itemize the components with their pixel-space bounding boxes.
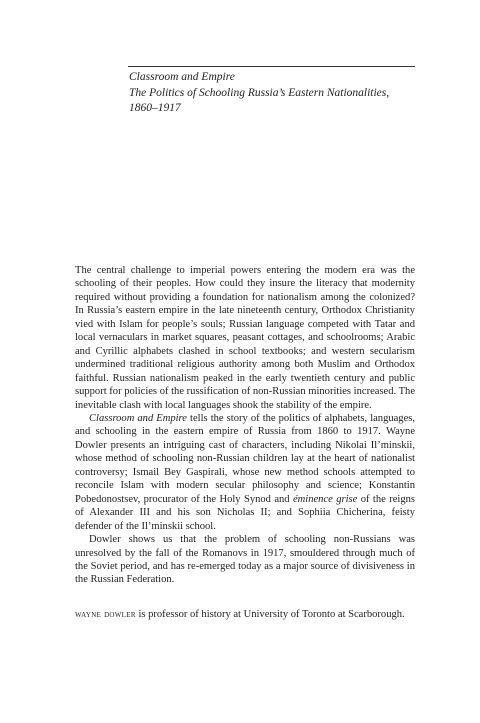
paragraph-2-text-b: of the reigns of Alexander III and his son Nicholas II; and Sophiia Chicherina, feisty defender of the Il’minskii school. xyxy=(75,493,415,532)
description-paragraph-2 xyxy=(75,412,415,533)
book-title-block xyxy=(129,70,419,117)
inline-italic-phrase: éminence grise xyxy=(292,493,358,505)
author-name: wayne dowler xyxy=(75,609,136,620)
book-subtitle-line-1: The Politics of Schooling Russia’s Eastern Nationalities, xyxy=(129,86,390,99)
author-bio-text: is professor of history at University of Toronto at Scarborough. xyxy=(135,609,405,620)
book-title: Classroom and Empire xyxy=(129,71,235,83)
description-paragraph-1: The central challenge to imperial powers entering the modern era was the schooling of their peoples. How could they insure the literacy that modernity required without providing a foundation for nationalism among the colonized? In Russia’s eastern empire in the late nineteenth century, Orthodox Christianity vied with Islam for people’s souls; Russian language competed with Tatar and local vernaculars in market squares, peasant cottages, and schoolrooms; Arabic and Cyrillic alphabets clashed in school textbooks; and western secularism undermined traditional religious authority among both Muslim and Orthodox faithful. Russian nationalism peaked in the early twentieth century and public support for policies of the russification of non-Russian minorities increased. The inevitable clash with local languages shook the stability of the empire. xyxy=(75,265,415,411)
header-rule xyxy=(128,66,415,67)
description-paragraph-3: Dowler shows us that the problem of schooling non-Russians was unresolved by the fall of the Romanovs in 1917, smouldered through much of the Soviet period, and has re-emerged today as a major source of divisiveness in the Russian Federation. xyxy=(75,534,415,586)
paragraph-2-text-a: tells the story of the politics of alphabets, languages, and schooling in the eastern empire of Russia from 1860 to 1917. Wayne Dowler presents an intriguing cast of characters, including Nikolai Il’minskii, whose method of schooling non-Russian children lay at the heart of nationalist controversy; Ismail Bey Gaspirali, whose new method schools attempted to reconcile Islam with modern secular philosophy and science; Konstantin Pobedonostsev, procurator of the Holy Synod and xyxy=(75,412,416,505)
inline-book-title: Classroom and Empire xyxy=(89,412,187,424)
book-description xyxy=(75,264,415,587)
author-bio xyxy=(75,608,415,621)
book-subtitle-line-2: 1860–1917 xyxy=(129,102,181,114)
